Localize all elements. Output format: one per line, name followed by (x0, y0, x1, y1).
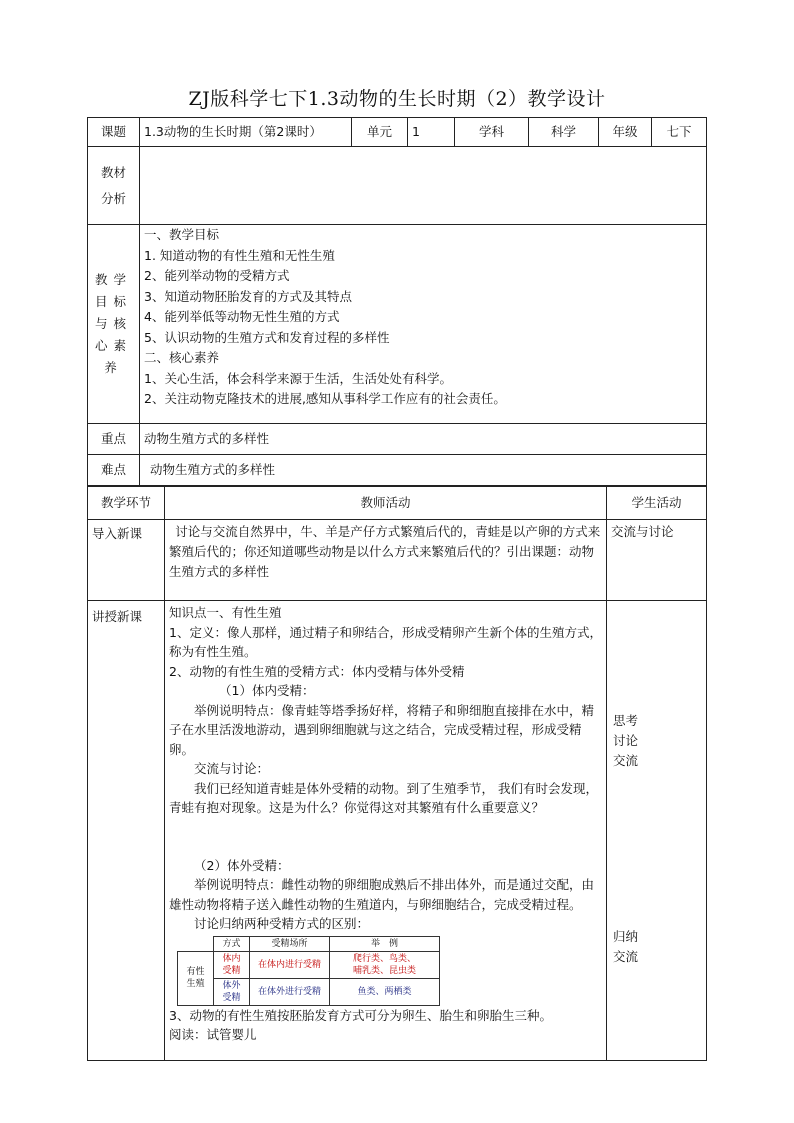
jiangshou-content (165, 601, 607, 1061)
col-header-teacher: 教师活动 (165, 487, 607, 520)
jiangshou-student (607, 601, 707, 1061)
xueke-value: 科学 (529, 118, 599, 147)
external-fertilization-text: 举例说明特点：雌性动物的卵细胞成熟后不排出体外，而是通过交配，由雄性动物将精子送入雌性动物的生殖道内，与卵细胞结合，完成受精过程。 (169, 877, 595, 912)
mubiao-content (140, 225, 707, 424)
internal-fertilization-heading: （1）体内受精： (219, 683, 315, 698)
mubiao-line: 3、知道动物胚胎发育的方式及其特点 (144, 288, 352, 304)
discussion-text: 我们已经知道青蛙是体外受精的动物。到了生殖季节， 我们有时会发现，青蛙有抱对现象。这是为什么？你觉得这对其繁殖有什么重要意义？ (169, 780, 598, 815)
mubiao-line: 2、关注动物克隆技术的进展,感知从事科学工作应有的社会责任。 (144, 391, 506, 406)
mini-header-fangshi: 方式 (214, 936, 250, 951)
student-activity-summarize: 归纳 交流 (613, 929, 639, 964)
nandian-label: 难点 (88, 455, 140, 486)
col-header-huanjie: 教学环节 (88, 487, 165, 520)
danyuan-value: 1 (408, 118, 455, 147)
nandian-value: 动物生殖方式的多样性 (140, 455, 707, 486)
student-activity-think: 思考 讨论 交流 (613, 713, 639, 768)
mini-row2-example: 鱼类、两栖类 (330, 978, 440, 1005)
reading-text: 阅读：试管婴儿 (169, 1027, 257, 1042)
mubiao-line: 一、教学目标 (144, 227, 220, 242)
lesson-info-table (87, 117, 707, 486)
mubiao-line: 5、认识动物的生殖方式和发育过程的多样性 (144, 329, 390, 345)
mini-row1-type: 体内 受精 (214, 951, 250, 978)
mubiao-line: 2、能列举动物的受精方式 (144, 268, 290, 283)
compare-heading: 讨论归纳两种受精方式的区别： (194, 916, 370, 931)
daoru-text: 讨论与交流自然界中，牛、羊是产仔方式繁殖后代的，青蛙是以产卵的方式来繁殖后代的；你还知道哪些动物是以什么方式来繁殖后代的？引出课题：动物生殖方式的多样性 (165, 520, 607, 601)
daoru-student: 交流与讨论 (607, 520, 707, 601)
jiaocai-content (140, 147, 707, 225)
mubiao-label: 教学目标与核心素养 (88, 225, 140, 424)
external-fertilization-heading: （2）体外受精： (194, 857, 290, 873)
mini-row1-place: 在体内进行受精 (250, 951, 330, 978)
mubiao-line: 4、能列举低等动物无性生殖的方式 (144, 309, 340, 324)
daoru-label: 导入新课 (88, 520, 165, 601)
jiaocai-label: 教材 分析 (88, 147, 140, 225)
teaching-process-table (87, 486, 707, 1061)
col-header-student: 学生活动 (607, 487, 707, 520)
xueke-label: 学科 (455, 118, 529, 147)
embryo-development-text: 3、动物的有性生殖按胚胎发育方式可分为卵生、胎生和卵胎生三种。 (169, 1007, 552, 1023)
mini-group-label: 有性 生殖 (178, 951, 214, 1005)
mubiao-line: 二、核心素养 (144, 350, 220, 365)
internal-fertilization-text: 举例说明特点：像青蛙等塔季扬好样，将精子和卵细胞直接排在水中，精子在水里活泼地游动，遇到卵细胞就与这之结合，完成受精过程，形成受精卵。 (169, 702, 595, 757)
jiangshou-label: 讲授新课 (88, 601, 165, 1061)
danyuan-label: 单元 (352, 118, 408, 147)
mini-row2-type: 体外 受精 (214, 978, 250, 1005)
nianji-label: 年级 (599, 118, 652, 147)
fertilization-methods: 2、动物的有性生殖的受精方式：体内受精与体外受精 (169, 663, 465, 679)
keti-value: 1.3动物的生长时期（第2课时） (140, 118, 352, 147)
mubiao-line: 1、关心生活，体会科学来源于生活，生活处处有科学。 (144, 370, 452, 386)
mini-row2-place: 在体外进行受精 (250, 978, 330, 1005)
nianji-value: 七下 (652, 118, 707, 147)
definition-text: 1、定义：像人那样，通过精子和卵结合，形成受精卵产生新个体的生殖方式，称为有性生殖。 (169, 624, 602, 659)
keti-label: 课题 (88, 118, 140, 147)
mini-header-changsuo: 受精场所 (250, 936, 330, 951)
discussion-heading: 交流与讨论： (194, 761, 270, 776)
mini-header-juli: 举 例 (330, 936, 440, 951)
mubiao-line: 1. 知道动物的有性生殖和无性生殖 (144, 247, 335, 263)
zhongdian-value: 动物生殖方式的多样性 (140, 424, 707, 455)
fertilization-compare-table (177, 936, 440, 1006)
zhongdian-label: 重点 (88, 424, 140, 455)
document-title: ZJ版科学七下1.3动物的生长时期（2）教学设计 (188, 88, 606, 110)
mini-row1-example: 爬行类、鸟类、 哺乳类、昆虫类 (330, 951, 440, 978)
knowledge-point-title: 知识点一、有性生殖 (169, 605, 282, 620)
